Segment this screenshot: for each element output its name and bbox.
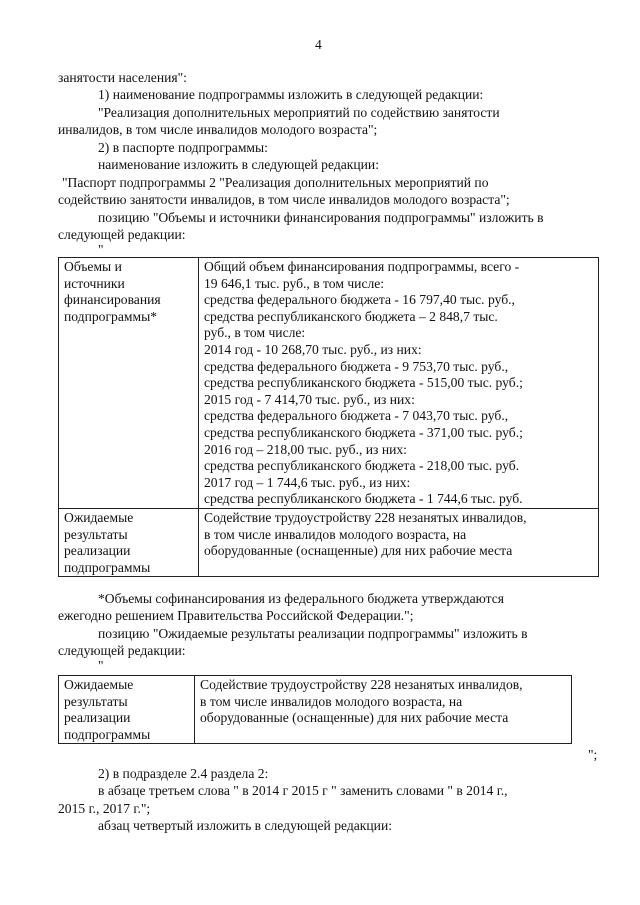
results-row xyxy=(59,508,599,576)
cell-line: в том числе инвалидов молодого возраста, на xyxy=(204,526,467,542)
text-line-11: позицию "Ожидаемые результаты реализации подпрограммы" изложить в xyxy=(98,626,528,641)
text-line-3: "Реализация дополнительных мероприятий по содействию занятости xyxy=(98,105,500,120)
cell-line: подпрограммы xyxy=(64,726,151,742)
text-line-15: 2015 г., 2017 г."; xyxy=(58,801,151,816)
results-value-cell-2 xyxy=(195,676,572,744)
cell-line: Общий объем финансирования подпрограммы, всего - xyxy=(204,259,520,274)
closing-quote: "; xyxy=(588,747,598,762)
cell-line: 2014 год - 10 268,70 тыс. руб., из них: xyxy=(204,341,422,357)
cell-line: средства республиканского бюджета – 2 848,7 тыс. xyxy=(204,308,498,324)
cell-line: средства республиканского бюджета - 371,00 тыс. руб.; xyxy=(204,424,523,440)
cell-line: реализации xyxy=(64,543,131,559)
text-line-2: 1) наименование подпрограммы изложить в следующей редакции: xyxy=(98,87,484,102)
cell-line: средства федерального бюджета - 7 043,70 тыс. руб., xyxy=(204,408,509,424)
financing-row xyxy=(59,258,599,509)
cell-line: Объемы и xyxy=(64,259,122,274)
cell-line: в том числе инвалидов молодого возраста, на xyxy=(200,693,463,709)
results-table xyxy=(58,675,572,744)
results-value-cell xyxy=(199,508,599,576)
cell-line: результаты xyxy=(64,693,128,709)
text-line-6: наименование изложить в следующей редакции: xyxy=(98,157,379,172)
footnote-line-2: ежегодно решением Правительства Российской Федерации."; xyxy=(58,608,414,623)
text-line-8: содействию занятости инвалидов, в том числе инвалидов молодого возраста"; xyxy=(58,192,510,207)
cell-line: Ожидаемые xyxy=(64,677,134,692)
cell-line: реализации xyxy=(64,710,131,726)
cell-line: руб., в том числе: xyxy=(204,325,306,341)
cell-line: подпрограммы xyxy=(64,559,151,575)
cell-line: 2016 год – 218,00 тыс. руб., из них: xyxy=(204,441,407,457)
text-line-14: в абзаце третьем слова " в 2014 г 2015 г " заменить словами " в 2014 г., xyxy=(98,783,508,798)
cell-line: 2017 год – 1 744,6 тыс. руб., из них: xyxy=(204,474,411,490)
text-line-9: позицию "Объемы и источники финансирования подпрограммы" изложить в xyxy=(98,210,544,225)
text-line-5: 2) в паспорте подпрограммы: xyxy=(98,140,268,155)
cell-line: оборудованные (оснащенные) для них рабочие места xyxy=(200,710,509,726)
cell-line: средства республиканского бюджета - 1 744,6 тыс. руб. xyxy=(204,491,523,507)
results-row-2 xyxy=(59,676,572,744)
cell-line: Содействие трудоустройству 228 незанятых инвалидов, xyxy=(204,509,527,525)
text-line-13: 2) в подразделе 2.4 раздела 2: xyxy=(98,766,269,781)
cell-line: Ожидаемые xyxy=(64,509,134,525)
results-label-cell xyxy=(59,508,199,576)
cell-line: источники xyxy=(64,275,125,291)
text-line-16: абзац четвертый изложить в следующей редакции: xyxy=(98,818,393,833)
text-line-4: инвалидов, в том числе инвалидов молодого возраста"; xyxy=(58,122,378,137)
cell-line: подпрограммы* xyxy=(64,308,158,324)
cell-line: средства республиканского бюджета - 515,00 тыс. руб.; xyxy=(204,375,523,391)
text-line-1: занятости населения": xyxy=(58,70,187,85)
cell-line: средства федерального бюджета - 9 753,70 тыс. руб., xyxy=(204,358,509,374)
footnote-line-1: *Объемы софинансирования из федерального бюджета утверждаются xyxy=(98,591,505,606)
financing-label-cell xyxy=(59,258,199,509)
results-label-cell-2 xyxy=(59,676,195,744)
text-line-10: следующей редакции: xyxy=(58,227,186,242)
financing-value-cell xyxy=(199,258,599,509)
cell-line: результаты xyxy=(64,526,128,542)
cell-line: 2015 год - 7 414,70 тыс. руб., из них: xyxy=(204,391,415,407)
quote-mark-1: " xyxy=(98,242,104,257)
cell-line: средства республиканского бюджета - 218,00 тыс. руб. xyxy=(204,458,520,474)
cell-line: финансирования xyxy=(64,292,161,308)
text-line-7: "Паспорт подпрограммы 2 "Реализация дополнительных мероприятий по xyxy=(62,175,489,190)
financing-table xyxy=(58,257,599,577)
page-number: 4 xyxy=(315,37,322,52)
cell-line: оборудованные (оснащенные) для них рабочие места xyxy=(204,543,513,559)
cell-line: 19 646,1 тыс. руб., в том числе: xyxy=(204,275,385,291)
cell-line: Содействие трудоустройству 228 незанятых инвалидов, xyxy=(200,677,523,692)
text-line-12: следующей редакции: xyxy=(58,643,186,658)
quote-mark-2: " xyxy=(98,658,104,673)
cell-line: средства федерального бюджета - 16 797,40 тыс. руб., xyxy=(204,292,515,308)
